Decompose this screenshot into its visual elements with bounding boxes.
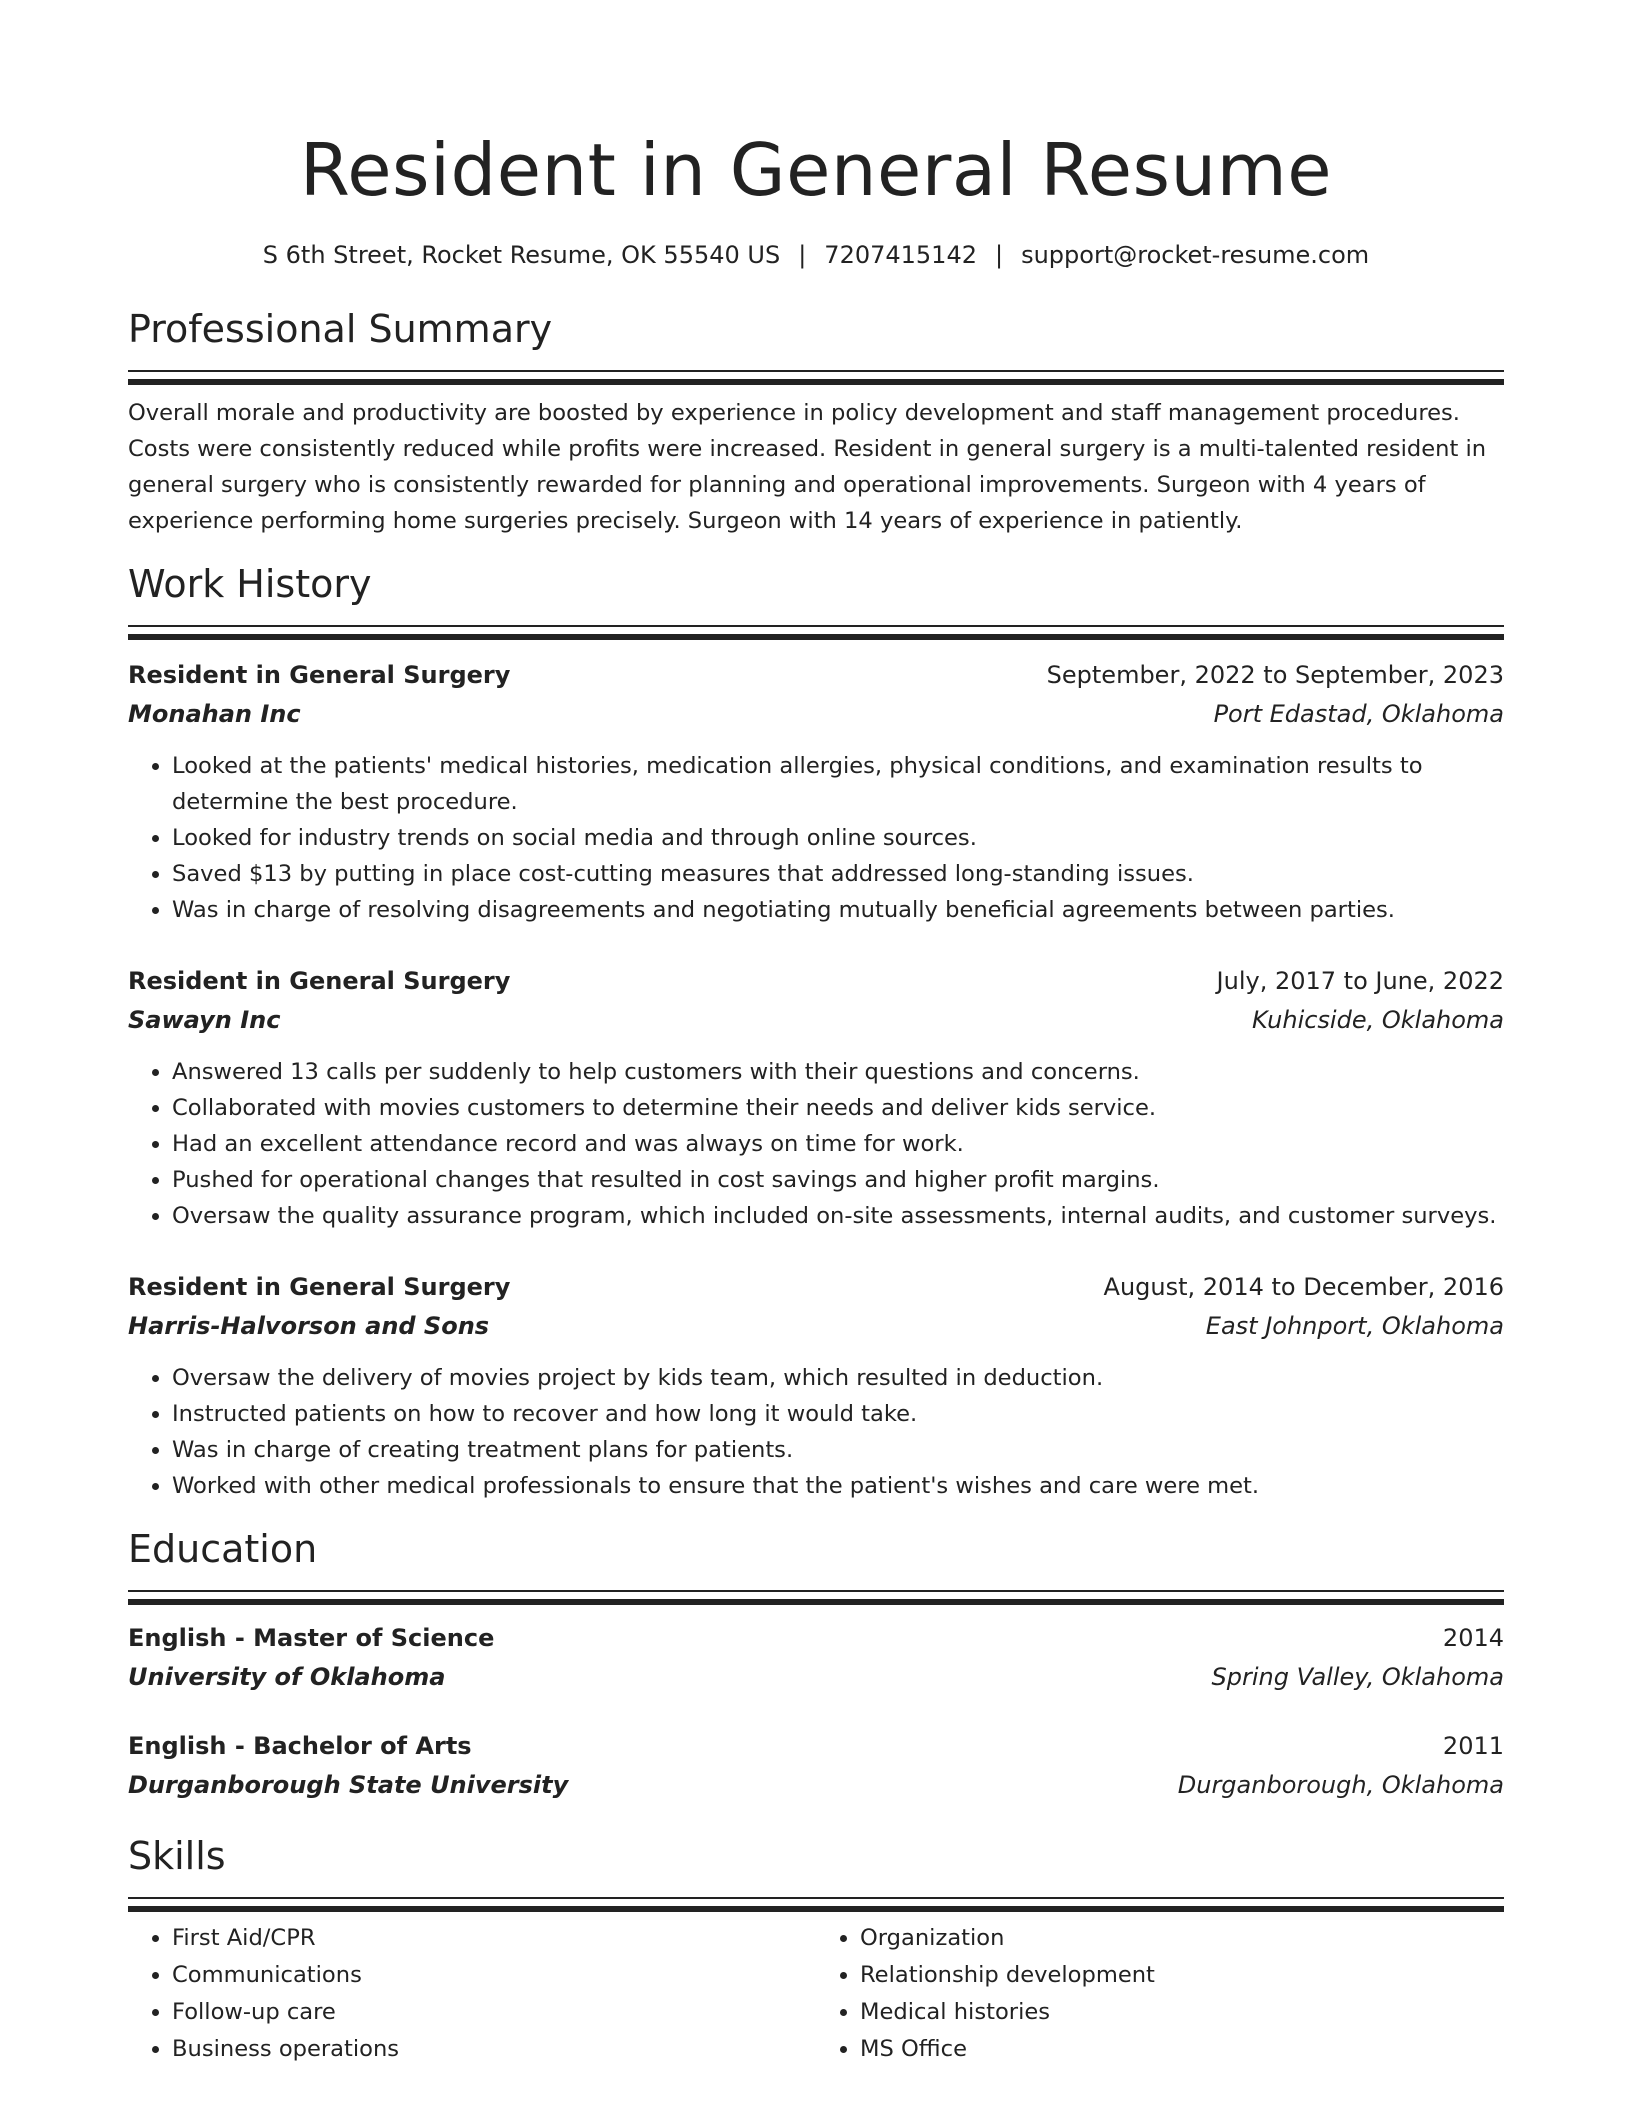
graduation-year: 2011 (1442, 1732, 1504, 1760)
degree: English - Master of Science (128, 1624, 495, 1652)
job-duty: • Saved $13 by putting in place cost-cutting measures that addressed long-standing issues. (172, 856, 1504, 892)
skill-item: • Business operations (172, 2031, 816, 2068)
job-duty: • Oversaw the quality assurance program, which included on-site assessments, internal audits, and customer surveys. (172, 1198, 1504, 1234)
education-entry (128, 1619, 1504, 1697)
separator: | (798, 241, 807, 269)
skill-item: • First Aid/CPR (172, 1920, 816, 1957)
job-dates: September, 2022 to September, 2023 (1046, 661, 1504, 689)
job-entry (128, 1268, 1504, 1504)
school-name: University of Oklahoma (128, 1663, 446, 1691)
summary-text: Overall morale and productivity are boosted by experience in policy development and staff management procedures. Costs were consistently reduced while profits were increased. Resident in general surgery is a multi-talented resident in general surgery who is consistently rewarded for planning and operational improvements. Surgeon with 4 years of experience performing home surgeries precisely. Surgeon with 14 years of experience in patiently. (128, 400, 1487, 534)
section-title: Work History (128, 562, 372, 606)
job-location: Port Edastad, Oklahoma (1213, 700, 1504, 728)
job-duty: • Had an excellent attendance record and was always on time for work. (172, 1126, 1504, 1162)
phone: 7207415142 (824, 241, 977, 269)
education-section (128, 1526, 1504, 1805)
graduation-year: 2014 (1442, 1624, 1504, 1652)
job-dates: August, 2014 to December, 2016 (1103, 1273, 1504, 1301)
section-title: Education (128, 1527, 318, 1571)
job-title: Resident in General Surgery (128, 967, 511, 995)
school-location: Spring Valley, Oklahoma (1211, 1663, 1504, 1691)
job-duty: • Was in charge of resolving disagreements and negotiating mutually beneficial agreements between parties. (172, 892, 1504, 928)
skill-item: • Medical histories (860, 1994, 1504, 2031)
school-location: Durganborough, Oklahoma (1177, 1771, 1504, 1799)
skill-item: • Communications (172, 1957, 816, 1994)
address: S 6th Street, Rocket Resume, OK 55540 US (262, 241, 781, 269)
job-duties (128, 1360, 1504, 1504)
separator: | (995, 241, 1004, 269)
job-title: Resident in General Surgery (128, 1273, 511, 1301)
work-history-section (128, 561, 1504, 1504)
skills-list (128, 1920, 1504, 2068)
job-title: Resident in General Surgery (128, 661, 511, 689)
job-duties (128, 1054, 1504, 1234)
skill-item: • Relationship development (860, 1957, 1504, 1994)
job-duty: • Looked at the patients' medical histories, medication allergies, physical conditions, and examination results to determine the best procedure. (172, 748, 1504, 820)
skills-section (128, 1833, 1504, 2068)
job-duty: • Was in charge of creating treatment plans for patients. (172, 1432, 1504, 1468)
education-entry (128, 1727, 1504, 1805)
degree: English - Bachelor of Arts (128, 1732, 472, 1760)
summary-section (128, 306, 1504, 539)
skill-item: • MS Office (860, 2031, 1504, 2068)
job-dates: July, 2017 to June, 2022 (1216, 967, 1504, 995)
job-location: East Johnport, Oklahoma (1205, 1312, 1504, 1340)
section-divider (128, 625, 1504, 638)
job-entry (128, 962, 1504, 1234)
skills-column-right (816, 1920, 1504, 2068)
job-duty: • Pushed for operational changes that resulted in cost savings and higher profit margins. (172, 1162, 1504, 1198)
resume-title: Resident in General Resume (299, 128, 1333, 212)
job-duty: • Oversaw the delivery of movies project by kids team, which resulted in deduction. (172, 1360, 1504, 1396)
skill-item: • Organization (860, 1920, 1504, 1957)
company-name: Harris-Halvorson and Sons (128, 1312, 490, 1340)
section-title: Professional Summary (128, 307, 553, 351)
job-duties (128, 748, 1504, 928)
skills-column-left (128, 1920, 816, 2068)
job-duty: • Worked with other medical professionals to ensure that the patient's wishes and care were met. (172, 1468, 1504, 1504)
job-duty: • Looked for industry trends on social media and through online sources. (172, 820, 1504, 856)
school-name: Durganborough State University (128, 1771, 569, 1799)
job-location: Kuhicside, Oklahoma (1252, 1006, 1504, 1034)
company-name: Monahan Inc (128, 700, 301, 728)
job-entry (128, 656, 1504, 928)
section-divider (128, 1590, 1504, 1603)
job-duty: • Answered 13 calls per suddenly to help customers with their questions and concerns. (172, 1054, 1504, 1090)
section-divider (128, 370, 1504, 383)
job-duty: • Instructed patients on how to recover and how long it would take. (172, 1396, 1504, 1432)
section-title: Skills (128, 1834, 226, 1878)
skill-item: • Follow-up care (172, 1994, 816, 2031)
email: support@rocket-resume.com (1021, 241, 1370, 269)
contact-line (128, 238, 1504, 272)
section-divider (128, 1897, 1504, 1910)
job-duty: • Collaborated with movies customers to determine their needs and deliver kids service. (172, 1090, 1504, 1126)
company-name: Sawayn Inc (128, 1006, 281, 1034)
